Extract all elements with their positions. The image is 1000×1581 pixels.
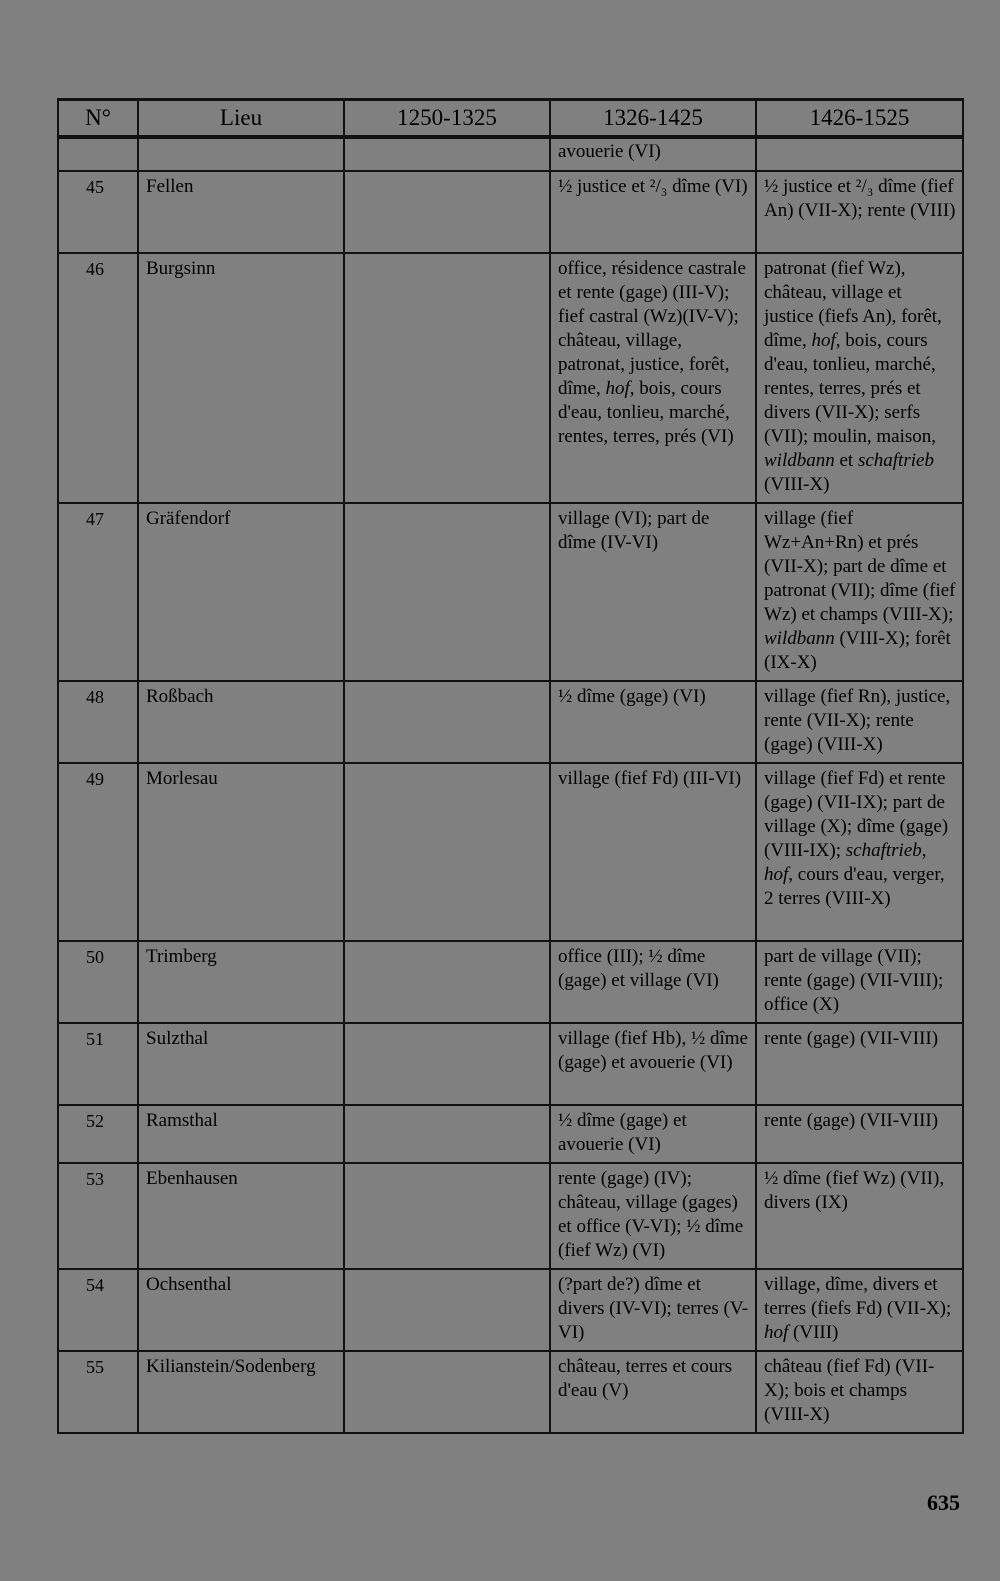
cell-number: 46	[58, 253, 138, 503]
main-table	[57, 98, 964, 1434]
cell-lieu: Ramsthal	[138, 1105, 344, 1163]
header-lieu: Lieu	[138, 100, 344, 138]
cell-number: 47	[58, 503, 138, 681]
cell-1250-1325	[344, 941, 550, 1023]
cell-lieu: Kilianstein/Sodenberg	[138, 1351, 344, 1433]
cell-1326-1425: ½ justice et ²/₃ dîme (VI)	[550, 171, 756, 253]
cell-1426-1525: ½ justice et ²/₃ dîme (fief An) (VII-X); rente (VIII)	[756, 171, 963, 253]
cell-number: 54	[58, 1269, 138, 1351]
cell-1326-1425: ½ dîme (gage) (VI)	[550, 681, 756, 763]
cell-1326-1425: village (VI); part de dîme (IV-VI)	[550, 503, 756, 681]
cell-number: 45	[58, 171, 138, 253]
cell-1426-1525: part de village (VII); rente (gage) (VII-VIII); office (X)	[756, 941, 963, 1023]
cell-number: 51	[58, 1023, 138, 1105]
cell-number	[58, 137, 138, 171]
cell-number: 55	[58, 1351, 138, 1433]
cell-1250-1325	[344, 763, 550, 941]
table-row	[58, 503, 963, 681]
cell-1326-1425: (?part de?) dîme et divers (IV-VI); terres (V-VI)	[550, 1269, 756, 1351]
table-row	[58, 1163, 963, 1269]
cell-lieu	[138, 137, 344, 171]
table-row-continuation	[58, 137, 963, 171]
cell-1426-1525: ½ dîme (fief Wz) (VII), divers (IX)	[756, 1163, 963, 1269]
cell-1326-1425: avouerie (VI)	[550, 137, 756, 171]
cell-number: 49	[58, 763, 138, 941]
table-row	[58, 941, 963, 1023]
cell-1250-1325	[344, 1351, 550, 1433]
cell-1426-1525: village (fief Fd) et rente (gage) (VII-IX); part de village (X); dîme (gage) (VIII-IX); schaftrieb, hof, cours d'eau, verger, 2 terres (VIII-X)	[756, 763, 963, 941]
table-body	[58, 137, 963, 1433]
cell-1426-1525: village (fief Rn), justice, rente (VII-X); rente (gage) (VIII-X)	[756, 681, 963, 763]
cell-1326-1425: office, résidence castrale et rente (gage) (III-V); fief castral (Wz)(IV-V); château, village, patronat, justice, forêt, dîme, hof, bois, cours d'eau, tonlieu, marché, rentes, terres, prés (VI)	[550, 253, 756, 503]
header-period-2: 1326-1425	[550, 100, 756, 138]
cell-lieu: Gräfendorf	[138, 503, 344, 681]
cell-lieu: Ochsenthal	[138, 1269, 344, 1351]
cell-1426-1525: rente (gage) (VII-VIII)	[756, 1105, 963, 1163]
cell-1426-1525: patronat (fief Wz), château, village et justice (fiefs An), forêt, dîme, hof, bois, cours d'eau, tonlieu, marché, rentes, terres, prés et divers (VII-X); serfs (VII); moulin, maison, wildbann et schaftrieb (VIII-X)	[756, 253, 963, 503]
cell-number: 53	[58, 1163, 138, 1269]
cell-1326-1425: château, terres et cours d'eau (V)	[550, 1351, 756, 1433]
cell-1426-1525: château (fief Fd) (VII-X); bois et champs (VIII-X)	[756, 1351, 963, 1433]
cell-number: 52	[58, 1105, 138, 1163]
cell-lieu: Trimberg	[138, 941, 344, 1023]
cell-lieu: Morlesau	[138, 763, 344, 941]
cell-1250-1325	[344, 137, 550, 171]
table-row	[58, 681, 963, 763]
cell-1250-1325	[344, 681, 550, 763]
cell-1250-1325	[344, 1105, 550, 1163]
cell-number: 48	[58, 681, 138, 763]
table-row	[58, 171, 963, 253]
table-row	[58, 1023, 963, 1105]
cell-1250-1325	[344, 503, 550, 681]
cell-lieu: Roßbach	[138, 681, 344, 763]
cell-1326-1425: rente (gage) (IV); château, village (gages) et office (V-VI); ½ dîme (fief Wz) (VI)	[550, 1163, 756, 1269]
cell-lieu: Sulzthal	[138, 1023, 344, 1105]
header-row	[58, 100, 963, 138]
cell-lieu: Fellen	[138, 171, 344, 253]
cell-1326-1425: ½ dîme (gage) et avouerie (VI)	[550, 1105, 756, 1163]
table-row	[58, 1269, 963, 1351]
header-period-3: 1426-1525	[756, 100, 963, 138]
header-period-1: 1250-1325	[344, 100, 550, 138]
header-num: N°	[58, 100, 138, 138]
cell-1250-1325	[344, 253, 550, 503]
cell-1426-1525: rente (gage) (VII-VIII)	[756, 1023, 963, 1105]
cell-1250-1325	[344, 1163, 550, 1269]
table-row	[58, 253, 963, 503]
cell-number: 50	[58, 941, 138, 1023]
table-row	[58, 1351, 963, 1433]
cell-1326-1425: village (fief Fd) (III-VI)	[550, 763, 756, 941]
page-number: 635	[927, 1490, 960, 1515]
table-row	[58, 763, 963, 941]
cell-1250-1325	[344, 1023, 550, 1105]
cell-lieu: Burgsinn	[138, 253, 344, 503]
table-row	[58, 1105, 963, 1163]
cell-1426-1525	[756, 137, 963, 171]
cell-1426-1525: village, dîme, divers et terres (fiefs Fd) (VII-X); hof (VIII)	[756, 1269, 963, 1351]
cell-lieu: Ebenhausen	[138, 1163, 344, 1269]
cell-1250-1325	[344, 1269, 550, 1351]
cell-1250-1325	[344, 171, 550, 253]
cell-1326-1425: office (III); ½ dîme (gage) et village (VI)	[550, 941, 756, 1023]
cell-1426-1525: village (fief Wz+An+Rn) et prés (VII-X); part de dîme et patronat (VII); dîme (fief Wz) et champs (VIII-X); wildbann (VIII-X); forêt (IX-X)	[756, 503, 963, 681]
cell-1326-1425: village (fief Hb), ½ dîme (gage) et avouerie (VI)	[550, 1023, 756, 1105]
